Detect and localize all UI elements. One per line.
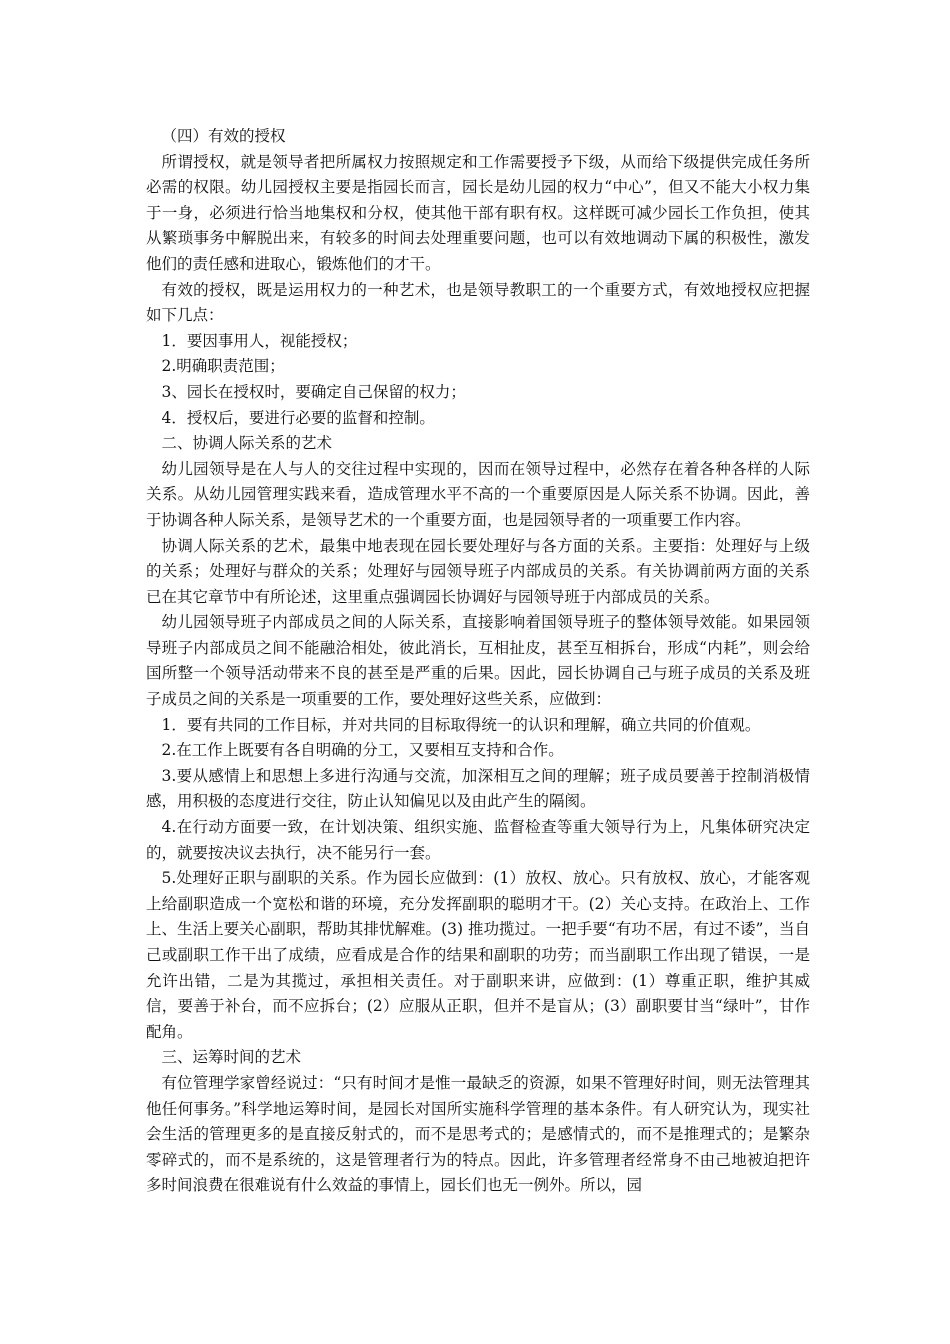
list-item: 3.要从感情上和思想上多进行沟通与交流，加深相互之间的理解；班子成员要善于控制消极情感，用积极的态度进行交往，防止认知偏见以及由此产生的隔阂。 <box>146 766 810 811</box>
body-paragraph: 有位管理学家曾经说过：“只有时间才是惟一最缺乏的资源，如果不管理好时间，则无法管理其他任何事务。”科学地运筹时间，是园长对国所实施科学管理的基本条件。有人研究认为，现实社会生活的管理更多的是直接反射式的，而不是思考式的；是感情式的，而不是推理式的；是繁杂零碎式的，而不是系统的，这是管理者行为的特点。因此，许多管理者经常身不由己地被迫把许多时间浪费在很难说有什么效益的事情上，园长们也无一例外。所以，园 <box>146 1073 810 1195</box>
list-item: 2.在工作上既要有各自明确的分工，又要相互支持和合作。 <box>161 741 564 760</box>
body-paragraph: 有效的授权，既是运用权力的一种艺术，也是领导教职工的一个重要方式，有效地授权应把握如下几点： <box>146 280 810 325</box>
list-item: 4．授权后，要进行必要的监督和控制。 <box>161 408 435 427</box>
section-heading: 三、运筹时间的艺术 <box>161 1048 302 1067</box>
list-item: 5.处理好正职与副职的关系。作为园长应做到：(1）放权、放心。只有放权、放心，才能客观上给副职造成一个宽松和谐的环境，充分发挥副职的聪明才干。(2）关心支持。在政治上、工作上、生活上要关心副职，帮助其排忧解难。(3) 推功揽过。一把手要“有功不居，有过不诿”，当自己或副职工作干出了成绩，应看成是合作的结果和副职的功劳；而当副职工作出现了错误，一是允许出错，二是为其揽过，承担相关责任。对于副职来讲，应做到：(1）尊重正职，维护其威信，要善于补台，而不应拆台；(2）应服从正职，但并不是盲从；(3）副职要甘当“绿叶”，甘作配角。 <box>146 869 810 1041</box>
body-paragraph: 幼儿园领导班子内部成员之间的人际关系，直接影响着国领导班子的整体领导效能。如果园领导班子内部成员之间不能融洽相处，彼此消长，互相扯皮，甚至互相拆台，形成“内耗”，则会给国所整一个领导活动带来不良的甚至是严重的后果。因此，园长协调自己与班子成员的关系及班子成员之间的关系是一项重要的工作，要处理好这些关系，应做到： <box>146 613 810 709</box>
list-item: 1．要因事用人，视能授权； <box>161 331 358 350</box>
section-heading: 二、协调人际关系的艺术 <box>161 434 333 453</box>
section-heading: （四）有效的授权 <box>161 127 286 145</box>
list-item: 4.在行动方面要一致，在计划决策、组织实施、监督检查等重大领导行为上，凡集体研究决定的，就要按决议去执行，决不能另行一套。 <box>146 818 810 862</box>
document-page <box>146 124 810 1199</box>
list-item: 1．要有共同的工作目标，并对共同的目标取得统一的认识和理解，确立共同的价值观。 <box>161 715 761 734</box>
list-item: 3、园长在授权时，要确定自己保留的权力； <box>161 382 466 401</box>
list-item: 2.明确职责范围； <box>161 357 285 376</box>
body-paragraph: 所谓授权，就是领导者把所属权力按照规定和工作需要授予下级，从而给下级提供完成任务所必需的权限。幼儿园授权主要是指园长而言，园长是幼儿园的权力“中心”，但又不能大小权力集于一身，必须进行恰当地集权和分权，使其他干部有职有权。这样既可减少园长工作负担，使其从繁琐事务中解脱出来，有较多的时间去处理重要问题，也可以有效地调动下属的积极性，激发他们的责任感和进取心，锻炼他们的才干。 <box>146 152 810 273</box>
body-paragraph: 协调人际关系的艺术，最集中地表现在园长要处理好与各方面的关系。主要指：处理好与上级的关系；处理好与群众的关系；处理好与园领导班子内部成员的关系。有关协调前两方面的关系已在其它章节中有所论述，这里重点强调园长协调好与园领导班于内部成员的关系。 <box>146 536 810 606</box>
body-paragraph: 幼儿园领导是在人与人的交往过程中实现的，因而在领导过程中，必然存在着各种各样的人际关系。从幼儿园管理实践来看，造成管理水平不高的一个重要原因是人际关系不协调。因此，善于协调各种人际关系，是领导艺术的一个重要方面，也是园领导者的一项重要工作内容。 <box>146 459 810 529</box>
